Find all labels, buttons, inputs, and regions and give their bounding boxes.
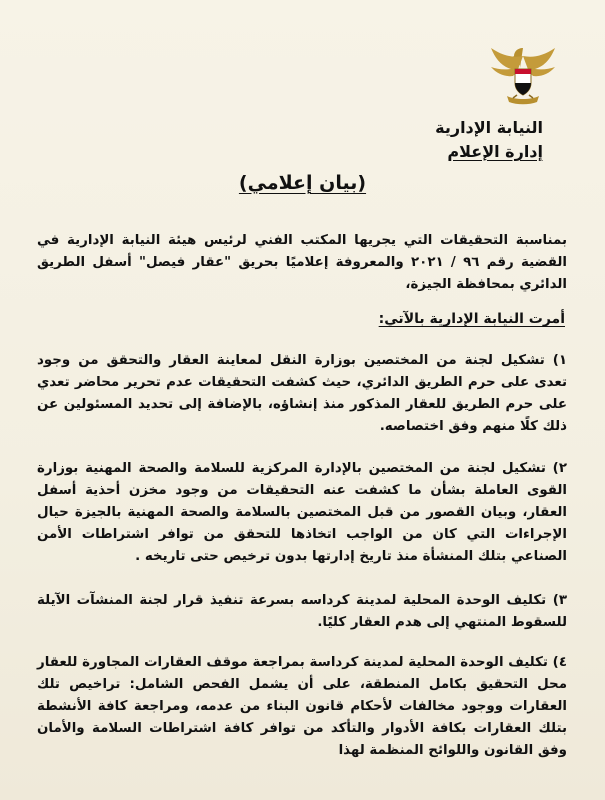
order-item-3: ٣) تكليف الوحدة المحلية لمدينة كرداسه بسرعة تنفيذ قرار لجنة المنشآت الآيلة للسقوط المنتهي إلى هدم العقار كليًا.: [37, 593, 567, 630]
department-name: إدارة الإعلام: [447, 142, 543, 161]
order-item-4: ٤) تكليف الوحدة المحلية لمدينة كرداسة بمراجعة موقف العقارات المجاورة للعقار محل التحقيق بكامل المنطقة، على أن يشمل الفحص الشامل: تراخيص تلك العقارات ووجود مخالفات لأحكام قانون البناء من عدمه، ومراجعة كافة الأنشطة بتلك العقارات بكافة الأدوار والتأكد من توافر كافة اشتراطات السلامة والأمان وفق القانون واللوائح المنظمة لهذا: [37, 655, 567, 758]
order-item-1: ١) تشكيل لجنة من المختصين بوزارة النقل لمعاينة العقار والتحقق من وجود تعدى على حرم الطريق الدائري، حيث كشفت التحقيقات عدم تحرير محاضر تعدي على حرم الطريق للعقار المذكور منذ إنشاؤه، بالإضافة إلى تحديد المسئولين عن ذلك كلًا منهم وفق اختصاصه.: [37, 353, 567, 434]
document-title-text: (بيان إعلامي): [238, 172, 367, 194]
authority-name: النيابة الإدارية: [435, 118, 543, 137]
intro-paragraph: بمناسبة التحقيقات التي يجريها المكتب الفني لرئيس هيئة النيابة الإدارية في القضية رقم ٩٦ / ٢٠٢١ والمعروفة إعلاميًا بحريق "عقار فيصل" أسفل الطريق الدائري بمحافظة الجيزة،: [37, 233, 567, 293]
ordered-heading: أمرت النيابة الإدارية بالآتي:: [378, 311, 565, 327]
authority-header: [435, 116, 543, 164]
document-title: [0, 172, 605, 194]
eagle-emblem-icon: [487, 38, 559, 106]
order-item-2: ٢) تشكيل لجنة من المختصين بالإدارة المركزية للسلامة والصحة المهنية بوزارة القوى العاملة بشأن ما كشفت عنه التحقيقات من وجود مخزن أحذية أسفل العقار، وبيان القصور من قبل المختصين بالسلامة والصحة المهنية بالجيزة حيال الإجراءات التي كان من الواجب اتخاذها للتحقق من توافر اشتراطات الأمن الصناعي بتلك المنشأة منذ تاريخ إدارتها بدون ترخيص حتى تاريخه .: [37, 461, 567, 564]
